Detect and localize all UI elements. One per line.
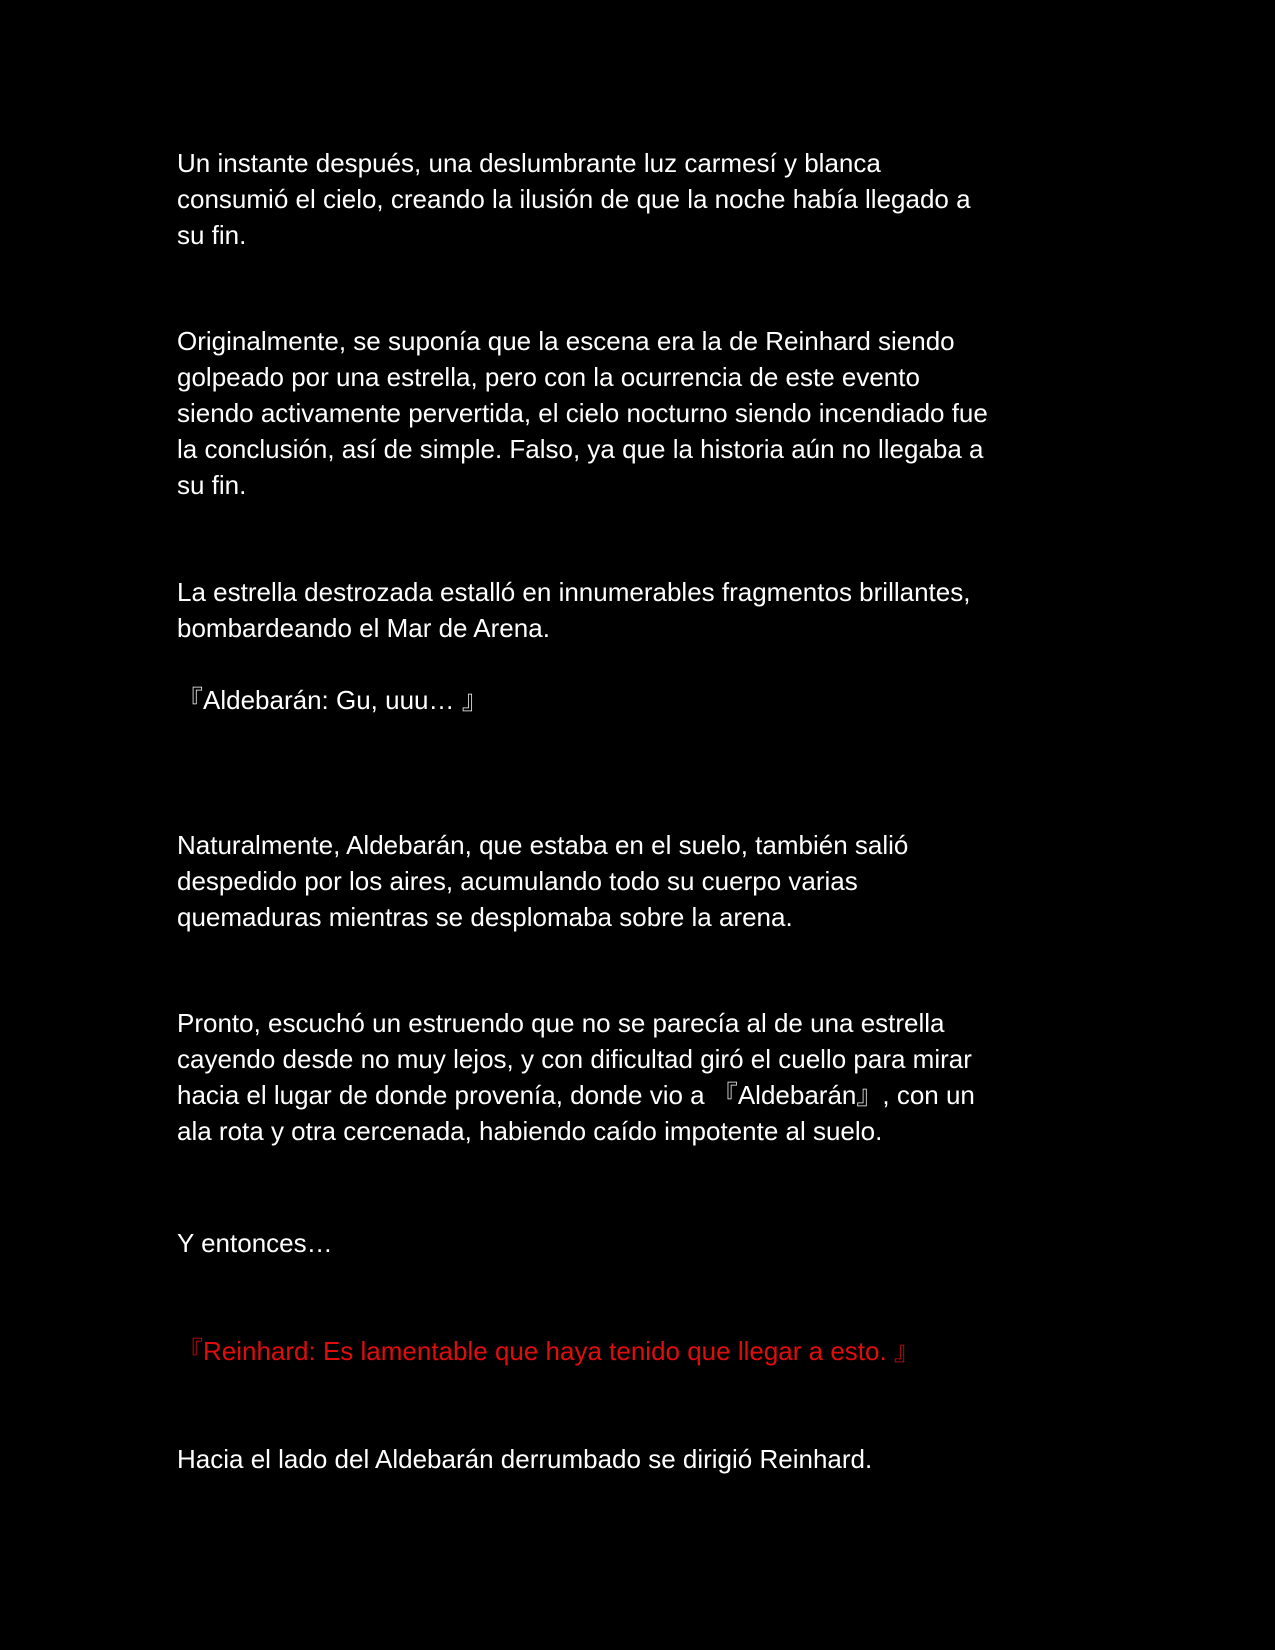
paragraph-4: Naturalmente, Aldebarán, que estaba en el suelo, también salió despedido por los aires, acumulando todo su cuerpo varias quemaduras mientras se desplomaba sobre la arena. <box>177 830 909 932</box>
paragraph-6: Y entonces… <box>177 1228 333 1258</box>
paragraph-2: Originalmente, se suponía que la escena era la de Reinhard siendo golpeado por una estrella, pero con la ocurrencia de este evento siendo activamente pervertida, el cielo nocturno siendo incendiado fue la conclusión, así de simple. Falso, ya que la historia aún no llegaba a su fin. <box>177 326 988 500</box>
paragraph-5: Pronto, escuchó un estruendo que no se parecía al de una estrella cayendo desde no muy lejos, y con dificultad giró el cuello para mirar hacia el lugar de donde provenía, donde vio a 『Aldebarán』, con un ala rota y otra cercenada, habiendo caído impotente al suelo. <box>177 1008 975 1146</box>
paragraph-3: La estrella destrozada estalló en innumerables fragmentos brillantes, bombardeando el Mar de Arena. <box>177 577 971 643</box>
paragraph-1: Un instante después, una deslumbrante luz carmesí y blanca consumió el cielo, creando la ilusión de que la noche había llegado a su fin. <box>177 148 971 250</box>
paragraph-7: Hacia el lado del Aldebarán derrumbado se dirigió Reinhard. <box>177 1444 873 1474</box>
dialogue-reinhard: 『Reinhard: Es lamentable que haya tenido que llegar a esto. 』 <box>177 1336 920 1366</box>
dialogue-aldebaran: 『Aldebarán: Gu, uuu… 』 <box>177 685 488 715</box>
